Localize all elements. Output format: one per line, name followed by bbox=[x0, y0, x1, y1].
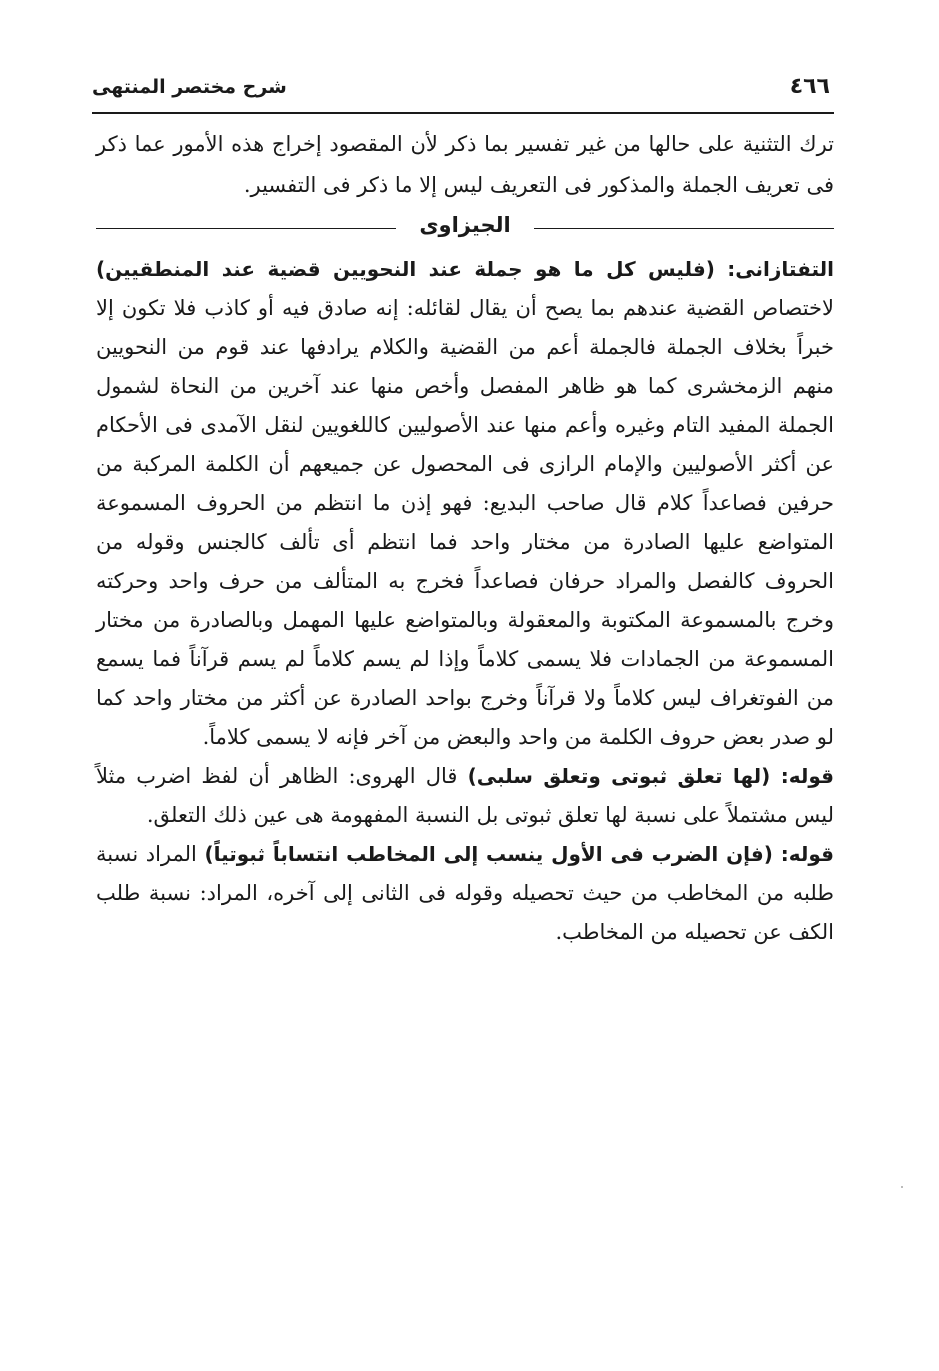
separator-line-right bbox=[534, 228, 834, 229]
paragraph-lead: التفتازانى: (فليس كل ما هو جملة عند النحويين قضية عند المنطقيين) bbox=[96, 257, 834, 281]
commentary-paragraph bbox=[96, 835, 834, 952]
scan-speck bbox=[901, 1186, 903, 1188]
commentary-body bbox=[96, 250, 834, 952]
running-title: شرح مختصر المنتهى bbox=[92, 76, 287, 98]
paragraph-lead: قوله: (فإن الضرب فى الأول ينسب إلى المخاطب انتساباً ثبوتياً) bbox=[204, 842, 835, 866]
paragraph-text: قال الهروى: الظاهر أن لفظ اضرب مثلاً ليس مشتملاً على نسبة لها تعلق ثبوتى بل النسبة المفهومة هى عين ذلك التعلق. bbox=[96, 764, 834, 827]
page-number: ٤٦٦ bbox=[789, 74, 830, 99]
commentator-separator bbox=[96, 208, 834, 248]
paragraph-text: المراد نسبة طلبه من المخاطب من حيث تحصيله وقوله فى الثانى إلى آخره، المراد: نسبة طلب الكف عن تحصيله من المخاطب. bbox=[96, 842, 834, 944]
paragraph-text: لاختصاص القضية عندهم بما يصح أن يقال لقائله: إنه صادق فيه أو كاذب فلا تكون إلا خبراً بخلاف الجملة فالجملة أعم من القضية والكلام يرادفها عند قوم من النحويين منهم الزمخشرى كما هو ظاهر المفصل وأخص منها عند آخرين من النحاة لشمول الجملة المفيد التام وغيره وأعم منها عند الأصوليين كاللغويين لنقل الآمدى فى الأحكام عن أكثر الأصوليين والإمام الرازى فى المحصول عن جميعهم أن الكلمة المركبة من حرفين فصاعداً كلام قال صاحب البديع: فهو إذن ما انتظم من الحروف المسموعة المتواضع عليها الصادرة من مختار واحد فما انتظم أى تألف كالجنس وقوله من الحروف كالفصل والمراد حرفان فصاعداً فخرج به المتألف من حرف واحد وحركته وخرج بالمسموعة المكتوبة والمعقولة وبالمتواضع عليها المهمل وبالصادرة من مختار المسموعة من الجمادات فلا يسمى كلاماً وإذا لم يسم كلاماً لم يسم قرآناً فما يسمع من الفوتغراف ليس كلاماً ولا قرآناً وخرج بواحد الصادرة عن أكثر من مختار واحد كما لو صدر بعض حروف الكلمة من واحد والبعض من آخر فإنه لا يسمى كلاماً. bbox=[96, 296, 834, 749]
commentator-name: الجيزاوى bbox=[419, 213, 511, 237]
commentary-paragraph bbox=[96, 250, 834, 757]
commentary-paragraph bbox=[96, 757, 834, 835]
header-rule bbox=[92, 112, 834, 114]
intro-paragraph bbox=[96, 124, 834, 206]
page-header bbox=[88, 72, 834, 106]
intro-text: ترك التثنية على حالها من غير تفسير بما ذكر لأن المقصود إخراج هذه الأمور عما ذكر فى تعريف الجملة والمذكور فى التعريف ليس إلا ما ذكر فى التفسير. bbox=[96, 132, 834, 197]
separator-line-left bbox=[96, 228, 396, 229]
paragraph-lead: قوله: (لها تعلق ثبوتى وتعلق سلبى) bbox=[467, 764, 834, 788]
